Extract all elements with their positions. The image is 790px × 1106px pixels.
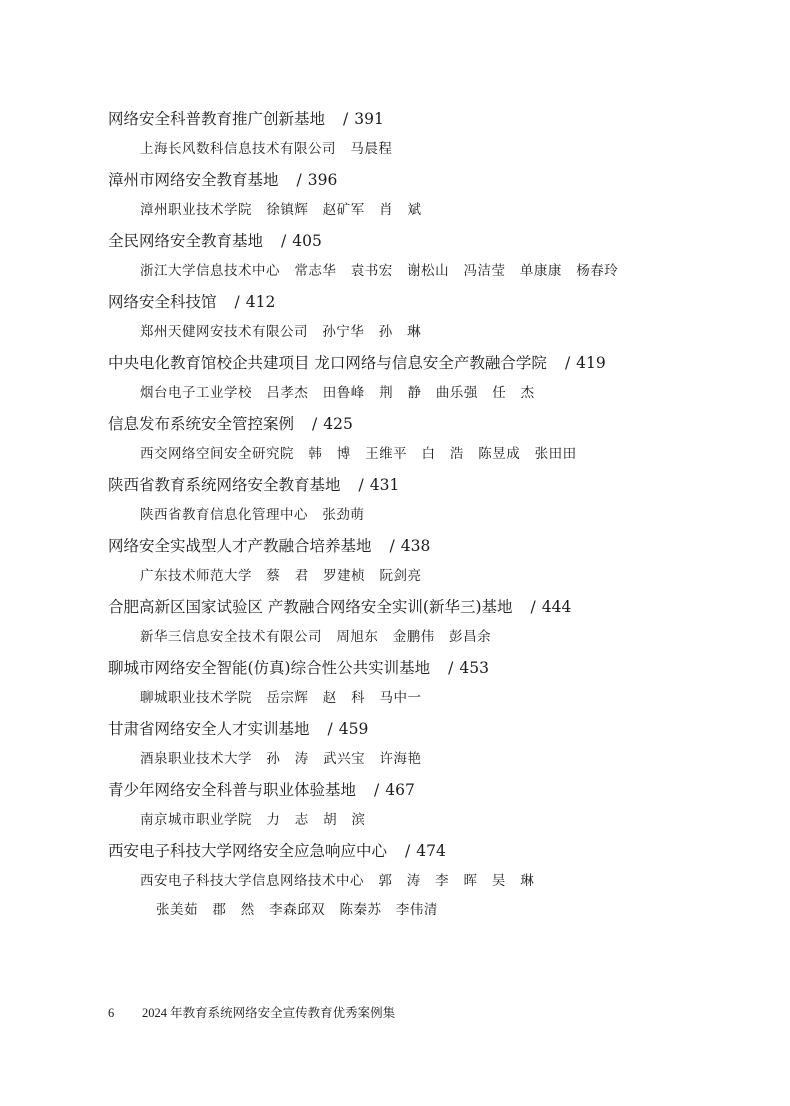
entry-title-row [108,531,748,561]
entry-page: 431 [369,476,400,494]
entry-page: 453 [459,659,489,677]
entry-title: 青少年网络安全科普与职业体验基地 [108,781,357,799]
entry-title-row [108,287,748,317]
entry-page: 459 [338,720,369,738]
toc-entry [108,592,748,653]
entry-authors: 烟台电子工业学校 吕孝杰 田鲁峰 荆 静 曲乐强 任 杰 [140,385,535,401]
entry-authors: 浙江大学信息技术中心 常志华 袁书宏 谢松山 冯洁莹 单康康 杨春玲 [140,263,619,279]
entry-authors: 西安电子科技大学信息网络技术中心 郭 涛 李 晖 吴 琳 [140,873,535,889]
entry-authors: 新华三信息安全技术有限公司 周旭东 金鹏伟 彭昌余 [140,629,492,645]
entry-title: 网络安全实战型人才产教融合培养基地 [108,537,372,555]
entry-authors: 南京城市职业学院 力 志 胡 滨 [140,812,366,828]
entry-page: 396 [307,171,338,189]
entry-authors: 聊城职业技术学院 岳宗辉 赵 科 马中一 [140,690,422,706]
entry-authors: 酒泉职业技术大学 孙 涛 武兴宝 许海艳 [140,751,422,767]
toc-entry [108,531,748,592]
page-separator: / [405,842,411,860]
entry-page: 405 [292,232,322,250]
entry-page: 444 [541,598,572,616]
entry-page: 467 [385,781,415,799]
entry-title: 合肥高新区国家试验区 产教融合网络安全实训(新华三)基地 [108,598,513,616]
entry-title: 聊城市网络安全智能(仿真)综合性公共实训基地 [108,659,431,677]
entry-authors-continued: 张美茹 郡 然 李森邱双 陈秦苏 李伟清 [156,902,438,918]
entry-title: 信息发布系统安全管控案例 [108,415,295,433]
table-of-contents [108,104,748,926]
entry-title-row [108,226,748,256]
page-separator: / [312,415,318,433]
toc-entry [108,409,748,470]
entry-title: 甘肃省网络安全人才实训基地 [108,720,310,738]
entry-page: 425 [323,415,353,433]
entry-page: 438 [400,537,431,555]
toc-entry [108,104,748,165]
entry-page: 419 [576,354,606,372]
entry-title-row [108,592,748,622]
toc-entry [108,836,748,926]
toc-entry [108,714,748,775]
toc-entry [108,653,748,714]
entry-authors: 上海长风数科信息技术有限公司 马晨程 [140,141,393,157]
page-number: 6 [108,1006,115,1020]
page-separator: / [234,293,240,311]
entry-page: 412 [245,293,276,311]
page-separator: / [530,598,536,616]
entry-authors: 陕西省教育信息化管理中心 张劲萌 [140,507,365,523]
book-title: 2024 年教育系统网络安全宣传教育优秀案例集 [142,1006,396,1020]
page-separator: / [281,232,287,250]
page-separator: / [358,476,364,494]
entry-page: 474 [416,842,446,860]
page-footer [108,1003,395,1021]
page-separator: / [389,537,395,555]
entry-authors: 漳州职业技术学院 徐镇辉 赵矿军 肖 斌 [140,202,422,218]
page-separator: / [564,354,571,372]
page-separator: / [296,171,302,189]
entry-title: 中央电化教育馆校企共建项目 龙口网络与信息安全产教融合学院 [108,354,547,372]
entry-title: 网络安全科技馆 [108,293,217,311]
entry-title: 全民网络安全教育基地 [108,232,264,250]
entry-title-row [108,104,748,134]
toc-entry [108,226,748,287]
toc-entry [108,775,748,836]
page-separator: / [343,110,349,128]
entry-title-row [108,348,748,378]
entry-title-row [108,714,748,744]
entry-authors: 西交网络空间安全研究院 韩 博 王维平 白 浩 陈昱成 张田田 [140,446,577,462]
page-separator: / [327,720,333,738]
entry-title-row [108,653,748,683]
entry-authors: 广东技术师范大学 蔡 君 罗建桢 阮剑亮 [140,568,422,584]
entry-title-row [108,409,748,439]
toc-entry [108,287,748,348]
toc-entry [108,348,748,409]
entry-title-row [108,775,748,805]
entry-page: 391 [354,110,384,128]
entry-title-row [108,836,748,866]
page-separator: / [448,659,454,677]
entry-title-row [108,470,748,500]
entry-title: 漳州市网络安全教育基地 [108,171,279,189]
entry-title: 西安电子科技大学网络安全应急响应中心 [108,842,388,860]
page-separator: / [374,781,380,799]
toc-entry [108,165,748,226]
entry-title: 陕西省教育系统网络安全教育基地 [108,476,341,494]
toc-entry [108,470,748,531]
entry-title: 网络安全科普教育推广创新基地 [108,110,326,128]
entry-authors: 郑州天健网安技术有限公司 孙宁华 孙 琳 [140,324,422,340]
entry-title-row [108,165,748,195]
